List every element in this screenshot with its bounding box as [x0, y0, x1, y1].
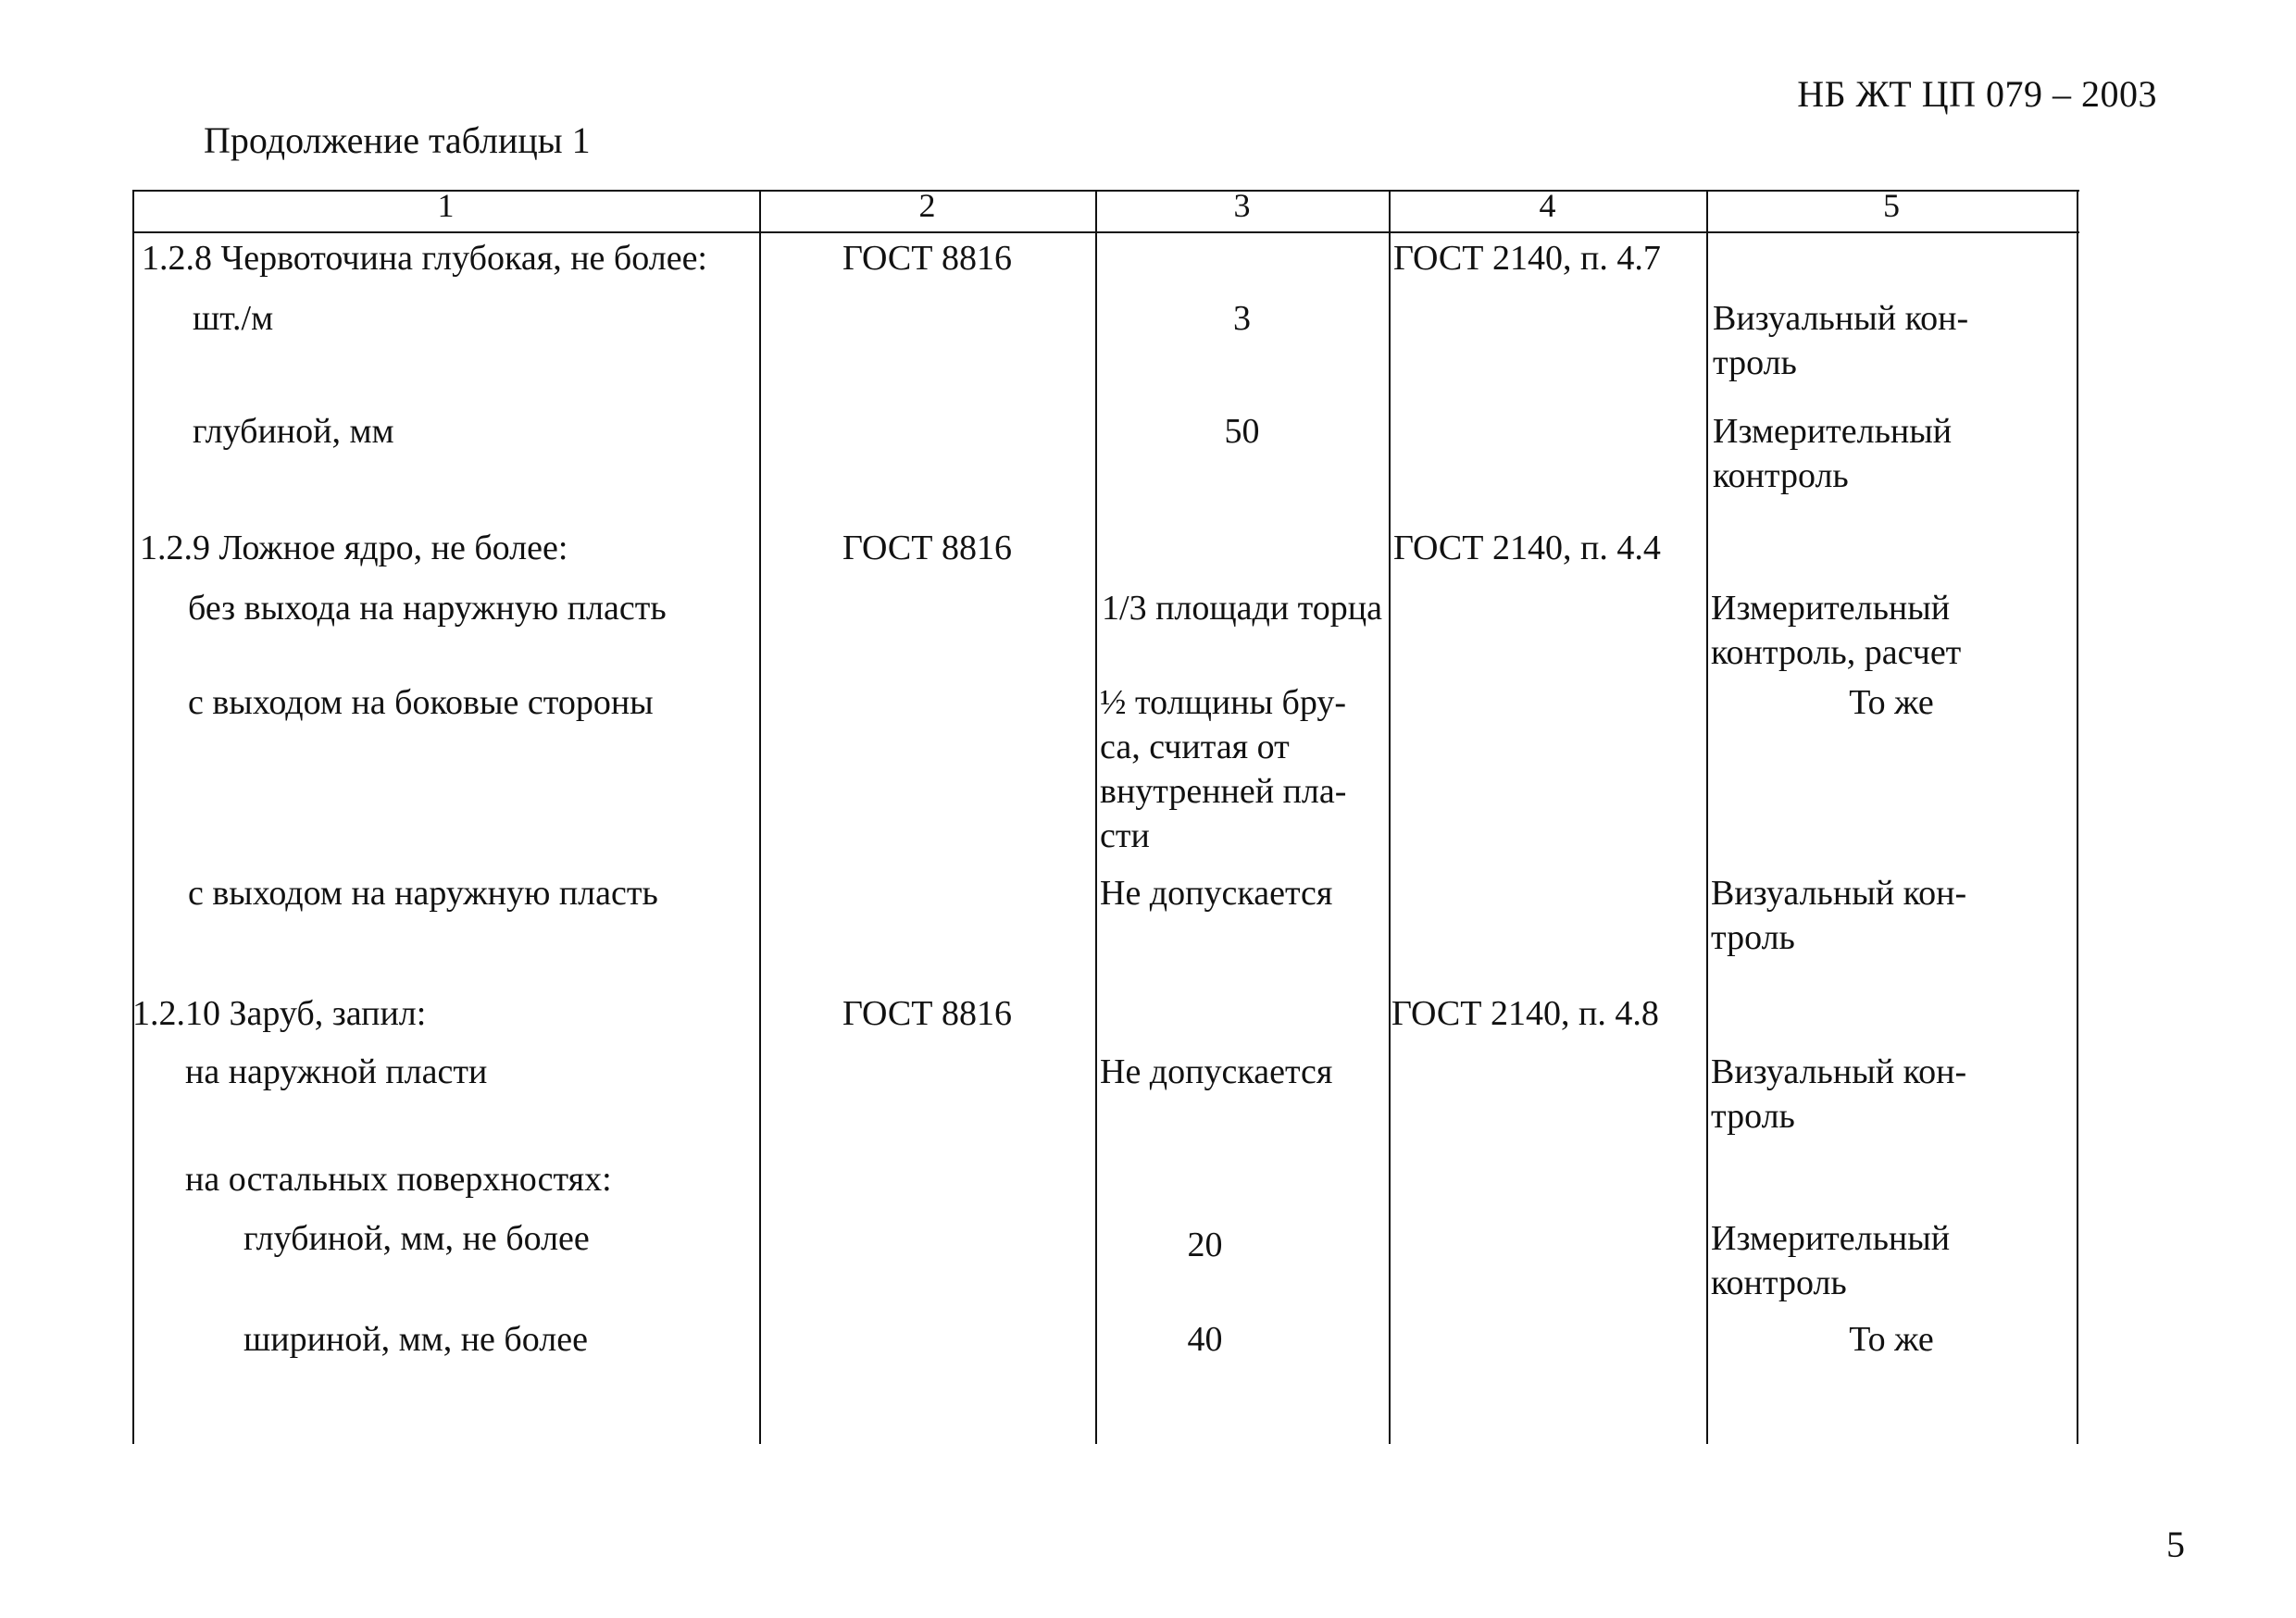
table-cell: 1.2.10 Заруб, запил: — [132, 994, 427, 1033]
table-cell: ГОСТ 8816 — [842, 994, 1012, 1033]
header-bottom-border — [132, 231, 2079, 233]
column-number: 4 — [1539, 187, 1556, 224]
column-border — [759, 190, 761, 1444]
table-cell: 1.2.9 Ложное ядро, не более: — [140, 529, 568, 567]
table-cell: То же — [1849, 683, 1934, 722]
column-number: 5 — [1883, 187, 1900, 224]
table-cell: 40 — [1187, 1320, 1223, 1359]
table-cell: ГОСТ 8816 — [842, 239, 1012, 278]
table-cell: 1.2.8 Червоточина глубокая, не более: — [142, 239, 707, 278]
document-code: НБ ЖТ ЦП 079 – 2003 — [1797, 73, 2157, 115]
table-cell: 1/3 площади торца — [1102, 589, 1382, 628]
column-number: 3 — [1233, 187, 1251, 224]
table-cell: Визуальный кон-троль — [1711, 1052, 1967, 1136]
column-number: 1 — [437, 187, 455, 224]
table-cell: ½ толщины бру-са, считая от внутренней пла-сти — [1100, 683, 1347, 855]
table-cell: ГОСТ 2140, п. 4.7 — [1393, 239, 1661, 278]
data-table — [132, 187, 2079, 1444]
column-border — [1706, 190, 1708, 1444]
table-cell: глубиной, мм, не более — [243, 1219, 590, 1258]
table-cell: Измерительный контроль — [1711, 1219, 1951, 1302]
table-cell: шириной, мм, не более — [243, 1320, 588, 1359]
table-cell: 3 — [1233, 299, 1251, 338]
table-cell: шт./м — [193, 299, 274, 338]
table-cell: Измерительный контроль, расчет — [1711, 589, 1962, 672]
table-cell: без выхода на наружную пласть — [188, 589, 667, 628]
table-cell: ГОСТ 2140, п. 4.4 — [1393, 529, 1661, 567]
table-cell: ГОСТ 8816 — [842, 529, 1012, 567]
column-number: 2 — [918, 187, 936, 224]
table-continuation-label: Продолжение таблицы 1 — [204, 119, 591, 161]
table-cell: То же — [1849, 1320, 1934, 1359]
column-border — [2077, 190, 2078, 1444]
table-cell: Визуальный кон-троль — [1713, 299, 1969, 382]
table-cell: на наружной пласти — [185, 1052, 488, 1091]
table-cell: с выходом на боковые стороны — [188, 683, 654, 722]
column-border — [1389, 190, 1391, 1444]
table-cell: 20 — [1187, 1226, 1223, 1264]
table-cell: Не допускается — [1100, 874, 1333, 913]
table-cell: 50 — [1224, 412, 1260, 451]
column-border — [132, 190, 134, 1444]
table-cell: Измерительный контроль — [1713, 412, 1953, 495]
table-cell: на остальных поверхностях: — [185, 1160, 612, 1199]
table-cell: ГОСТ 2140, п. 4.8 — [1391, 994, 1659, 1033]
table-cell: Не допускается — [1100, 1052, 1333, 1091]
table-cell: глубиной, мм — [193, 412, 394, 451]
table-cell: с выходом на наружную пласть — [188, 874, 658, 913]
page-number: 5 — [2166, 1524, 2185, 1565]
table-cell: Визуальный кон-троль — [1711, 874, 1967, 957]
